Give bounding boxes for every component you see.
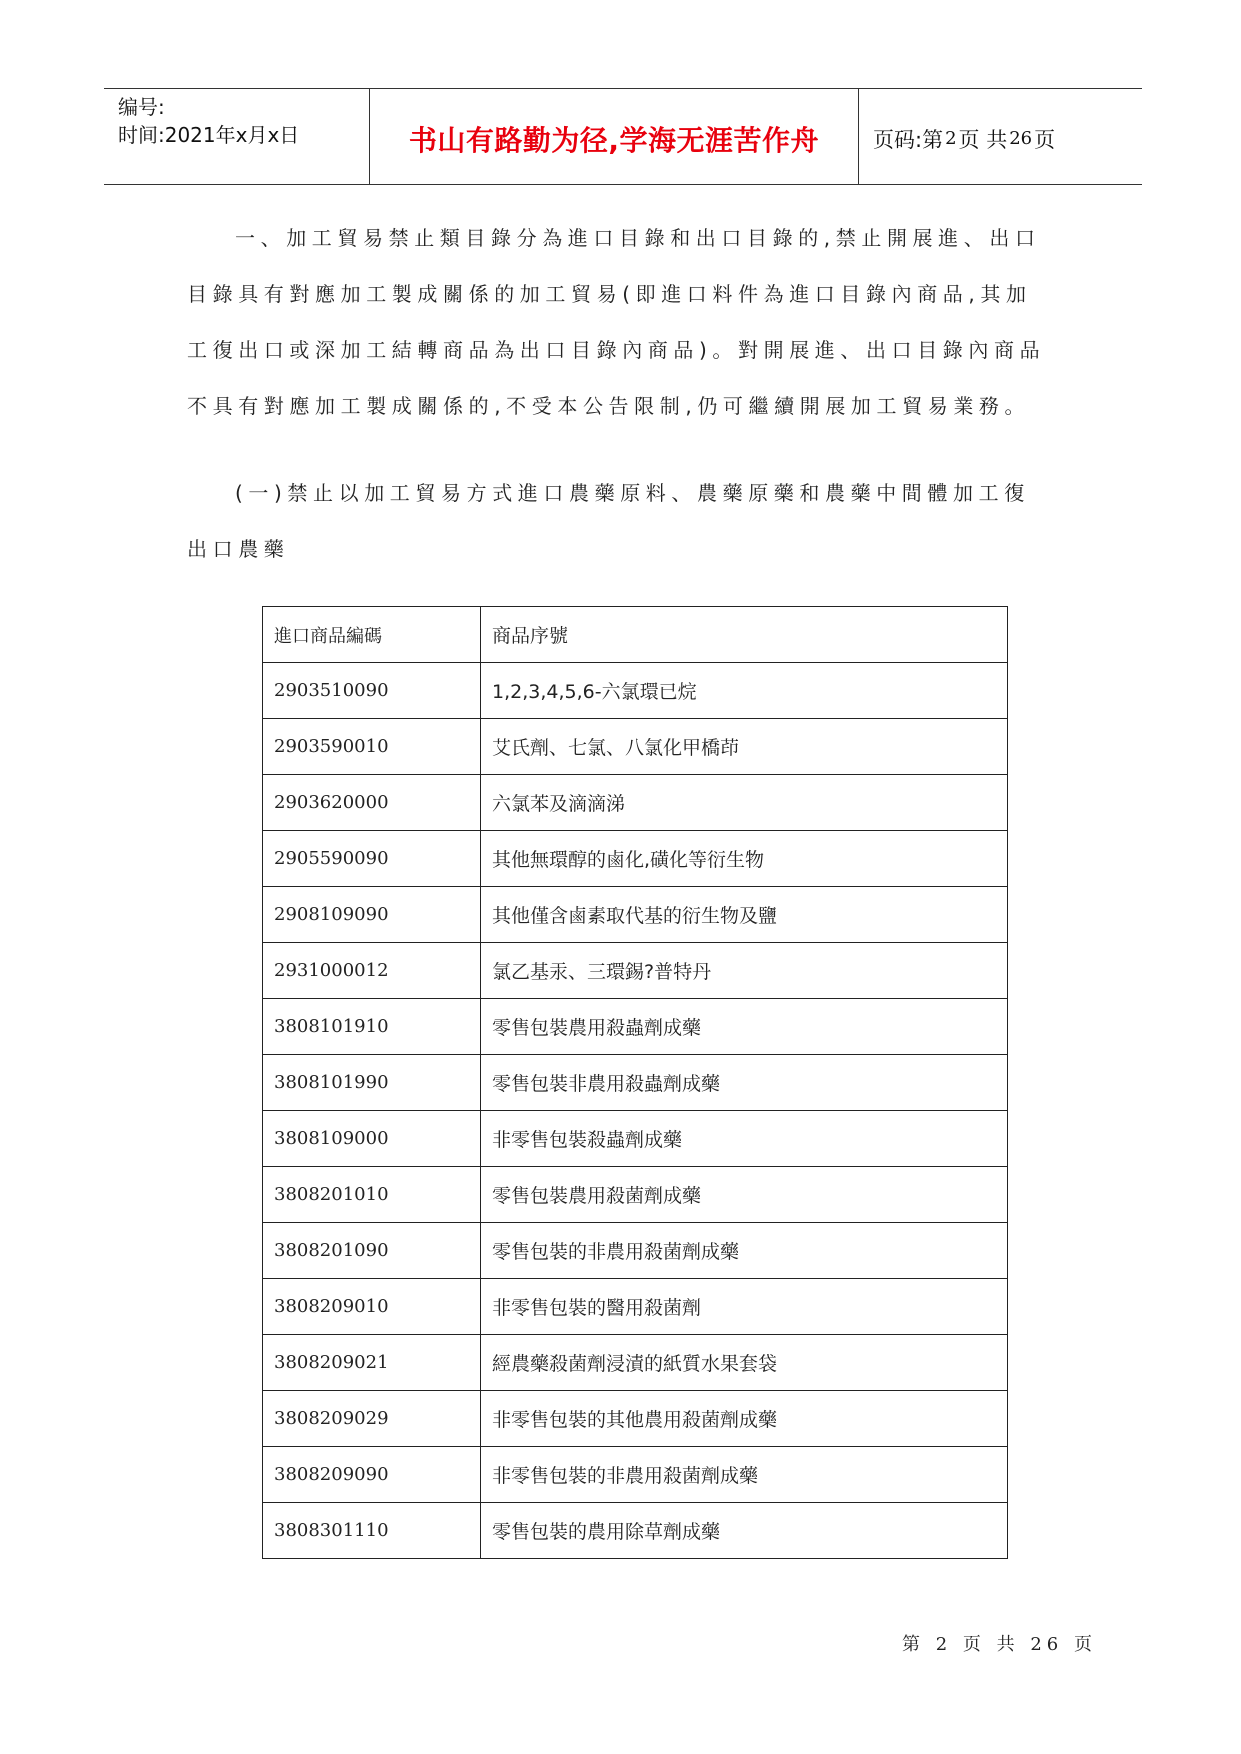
table-row (263, 663, 1008, 719)
table-header-name: 商品序號 (481, 607, 1008, 663)
table-row (263, 999, 1008, 1055)
table-row (263, 943, 1008, 999)
table-row (263, 887, 1008, 943)
table-cell-name: 經農藥殺菌劑浸漬的紙質水果套袋 (481, 1335, 1008, 1391)
table-cell-code: 2903590010 (263, 719, 481, 775)
table-cell-code: 2903620000 (263, 775, 481, 831)
table-cell-name: 零售包裝的農用除草劑成藥 (481, 1503, 1008, 1559)
table-row (263, 1391, 1008, 1447)
table-cell-name: 非零售包裝殺蟲劑成藥 (481, 1111, 1008, 1167)
table-cell-name: 非零售包裝的醫用殺菌劑 (481, 1279, 1008, 1335)
table-cell-name: 零售包裝農用殺菌劑成藥 (481, 1167, 1008, 1223)
table-cell-code: 3808301110 (263, 1503, 481, 1559)
document-time-label: 时间:2021年x月x日 (118, 123, 300, 147)
table-row (263, 1503, 1008, 1559)
header-motto-cell (369, 89, 859, 184)
table-cell-name: 零售包裝的非農用殺菌劑成藥 (481, 1223, 1008, 1279)
body-paragraph-1: 一、加工貿易禁止類目錄分為進口目錄和出口目錄的,禁止開展進、出口目錄具有對應加工製成關係的加工貿易(即進口料件為進口目錄內商品,其加工復出口或深加工結轉商品為出口目錄內商品)。對開展進、出口目錄內商品不具有對應加工製成關係的,不受本公告限制,仍可繼續開展加工貿易業務。 (187, 226, 1046, 418)
table-cell-code: 3808209029 (263, 1391, 481, 1447)
table-row (263, 1335, 1008, 1391)
table-cell-code: 3808109000 (263, 1111, 481, 1167)
table-row (263, 719, 1008, 775)
table-cell-name: 非零售包裝的非農用殺菌劑成藥 (481, 1447, 1008, 1503)
table-cell-code: 3808209010 (263, 1279, 481, 1335)
table-header-row (263, 607, 1008, 663)
table-cell-name: 零售包裝非農用殺蟲劑成藥 (481, 1055, 1008, 1111)
table-row (263, 1055, 1008, 1111)
table-cell-code: 2905590090 (263, 831, 481, 887)
table-cell-code: 2908109090 (263, 887, 481, 943)
table-row (263, 1167, 1008, 1223)
table-cell-code: 2931000012 (263, 943, 481, 999)
table-cell-code: 3808201090 (263, 1223, 481, 1279)
page-header (104, 88, 1142, 185)
table-row (263, 1223, 1008, 1279)
table-cell-name: 零售包裝農用殺蟲劑成藥 (481, 999, 1008, 1055)
table-row (263, 1447, 1008, 1503)
table-row (263, 831, 1008, 887)
header-info (104, 89, 369, 184)
table-cell-name: 非零售包裝的其他農用殺菌劑成藥 (481, 1391, 1008, 1447)
table-row (263, 1111, 1008, 1167)
goods-table (262, 606, 1008, 1559)
table-cell-code: 3808101990 (263, 1055, 481, 1111)
page-current: 2 (945, 128, 957, 149)
table-cell-name: 六氯苯及滴滴涕 (481, 775, 1008, 831)
header-motto: 书山有路勤为径,学海无涯苦作舟 (408, 123, 820, 157)
document-number-label: 编号: (118, 95, 165, 119)
table-cell-name: 其他無環醇的鹵化,磺化等衍生物 (481, 831, 1008, 887)
page-mid: 页 共 (958, 127, 1008, 152)
table-cell-code: 3808209090 (263, 1447, 481, 1503)
table-cell-code: 3808201010 (263, 1167, 481, 1223)
table-cell-code: 2903510090 (263, 663, 481, 719)
page-prefix: 页码:第 (873, 127, 944, 152)
page-suffix: 页 (1034, 127, 1056, 152)
table-row (263, 775, 1008, 831)
table-cell-name: 其他僅含鹵素取代基的衍生物及鹽 (481, 887, 1008, 943)
header-page-info (859, 89, 1142, 184)
table-row (263, 1279, 1008, 1335)
table-cell-name: 艾氏劑、七氯、八氯化甲橋茚 (481, 719, 1008, 775)
table-cell-code: 3808209021 (263, 1335, 481, 1391)
page-total: 26 (1009, 128, 1033, 149)
table-header-code: 進口商品編碼 (263, 607, 481, 663)
table-cell-name: 氯乙基汞、三環錫?普特丹 (481, 943, 1008, 999)
body-paragraph-2: (一)禁止以加工貿易方式進口農藥原料、農藥原藥和農藥中間體加工復出口農藥 (187, 481, 1030, 561)
table-cell-name: 1,2,3,4,5,6-六氯環已烷 (481, 663, 1008, 719)
page-footer: 第 2 页 共 26 页 (902, 1634, 1097, 1655)
table-cell-code: 3808101910 (263, 999, 481, 1055)
